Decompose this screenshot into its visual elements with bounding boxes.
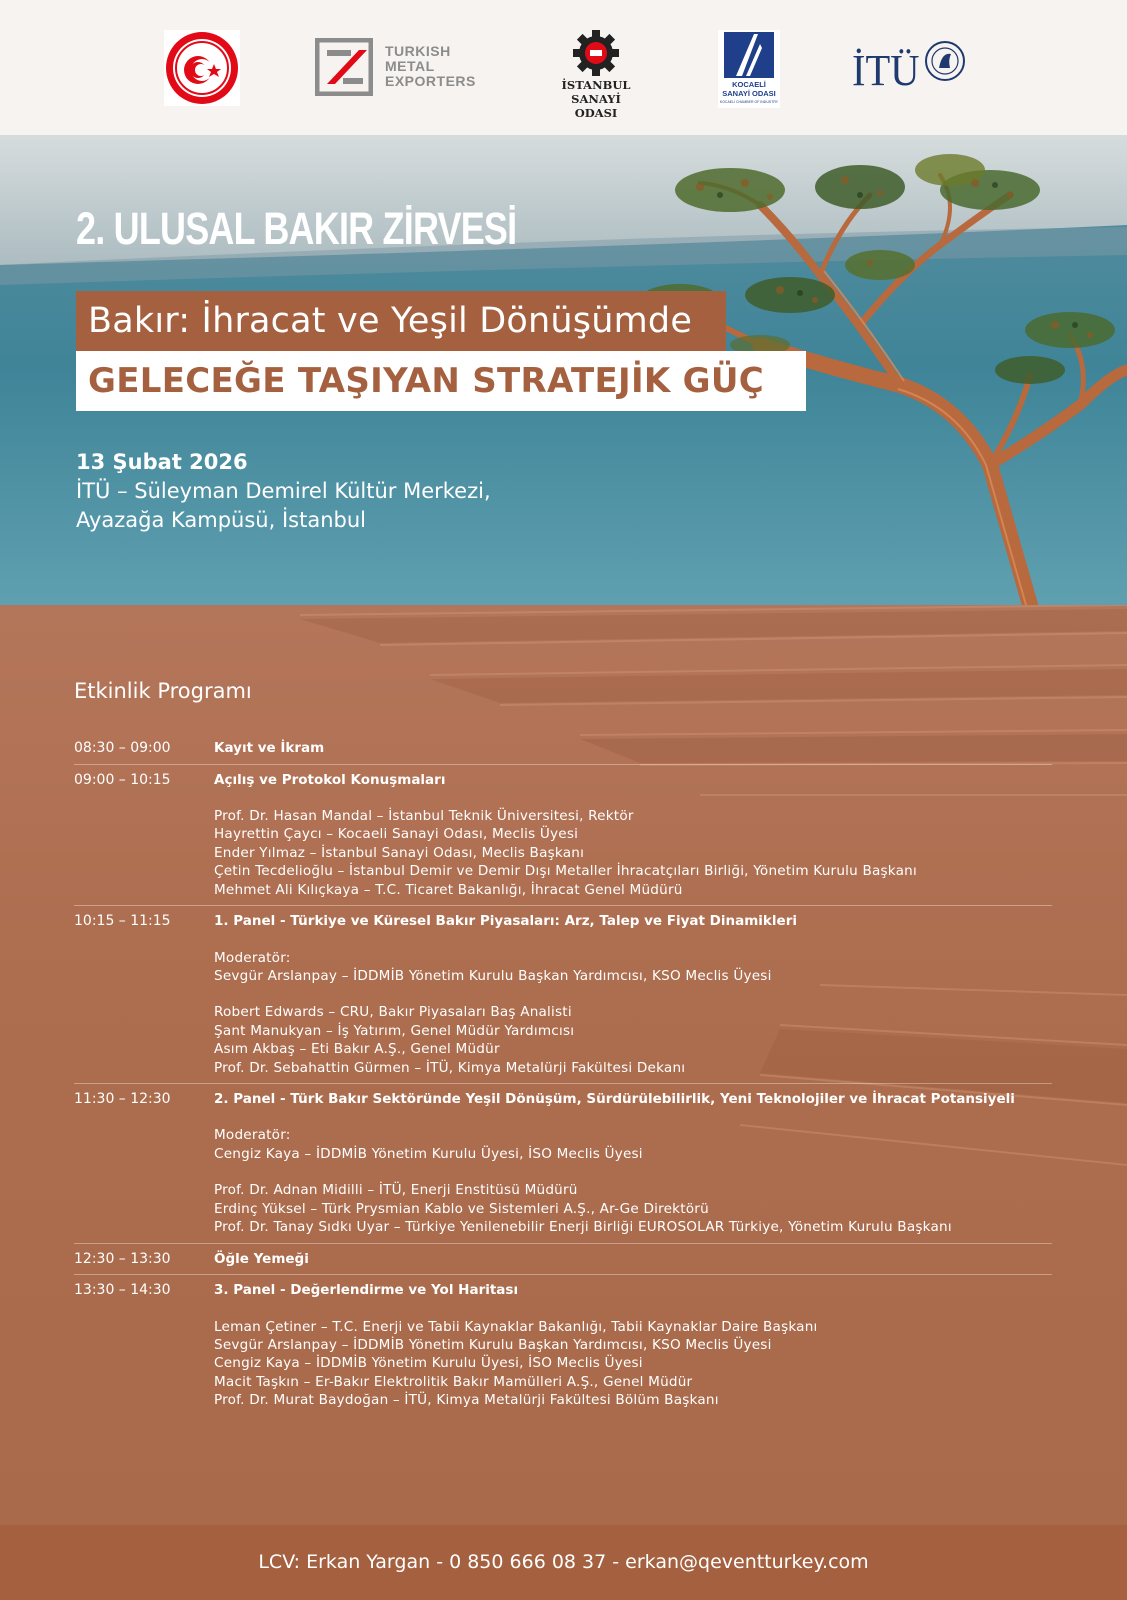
- session-time: 10:15 – 11:15: [74, 913, 171, 930]
- kso-word-1: KOCAELİ: [732, 80, 766, 89]
- program-session: [74, 1275, 1052, 1416]
- itu-logo: [852, 40, 967, 102]
- speaker-line: Prof. Dr. Tanay Sıdkı Uyar – Türkiye Yenilenebilir Enerji Birliği EUROSOLAR Türkiye, Yönetim Kurulu Başkanı: [214, 1219, 952, 1236]
- speaker-line: Cengiz Kaya – İDDMİB Yönetim Kurulu Üyesi, İSO Meclis Üyesi: [214, 1355, 643, 1372]
- venue-line-2: Ayazağa Kampüsü, İstanbul: [76, 508, 366, 532]
- istanbul-sanayi-odasi-logo: [548, 30, 644, 120]
- session-body: [214, 1281, 1052, 1410]
- itu-seal-icon: [924, 40, 966, 82]
- event-venue: [76, 477, 491, 535]
- event-date: 13 Şubat 2026: [76, 450, 248, 474]
- iso-gear-icon: [573, 30, 619, 76]
- kso-word-2: SANAYİ ODASI: [722, 89, 776, 98]
- speaker-line: Cengiz Kaya – İDDMİB Yönetim Kurulu Üyesi, İSO Meclis Üyesi: [214, 1145, 643, 1162]
- program-session: [74, 1244, 1052, 1276]
- event-subtitle-line-1: Bakır: İhracat ve Yeşil Dönüşümde: [76, 291, 726, 351]
- speaker-line: Prof. Dr. Murat Baydoğan – İTÜ, Kimya Metalürji Fakültesi Bölüm Başkanı: [214, 1392, 719, 1409]
- session-body: [214, 1090, 1052, 1237]
- speaker-line: Moderatör:: [214, 949, 291, 966]
- speaker-line: Robert Edwards – CRU, Bakır Piyasaları Baş Analisti: [214, 1004, 572, 1021]
- speaker-line: Sevgür Arslanpay – İDDMİB Yönetim Kurulu Başkan Yardımcısı, KSO Meclis Üyesi: [214, 967, 772, 984]
- speaker-line: Prof. Dr. Adnan Midilli – İTÜ, Enerji Enstitüsü Müdürü: [214, 1182, 578, 1199]
- session-body: [214, 771, 1052, 900]
- kocaeli-sanayi-odasi-logo: [718, 30, 780, 108]
- iso-wordmark: [548, 78, 644, 120]
- session-body: [214, 739, 1052, 758]
- speaker-group: [214, 949, 1052, 986]
- program-schedule: [74, 733, 1052, 1416]
- speaker-group: [214, 807, 1052, 899]
- speaker-line: Erdinç Yüksel – Türk Prysmian Kablo ve Sistemleri A.Ş., Ar-Ge Direktörü: [214, 1200, 709, 1217]
- rsvp-footer: [0, 1525, 1127, 1600]
- session-title: 2. Panel - Türk Bakır Sektöründe Yeşil Dönüşüm, Sürdürülebilirlik, Yeni Teknolojiler ve İhracat Potansiyeli: [214, 1090, 1015, 1107]
- speaker-line: Çetin Tecdelioğlu – İstanbul Demir ve Demir Dışı Metaller İhracatçıları Birliği, Yönetim Kurulu Başkanı: [214, 863, 917, 880]
- event-title: 2. ULUSAL BAKIR ZİRVESİ: [76, 203, 517, 254]
- session-body: [214, 912, 1052, 1077]
- speaker-line: Prof. Dr. Hasan Mandal – İstanbul Teknik Üniversitesi, Rektör: [214, 808, 634, 824]
- session-time: 11:30 – 12:30: [74, 1090, 171, 1107]
- speaker-line: Sevgür Arslanpay – İDDMİB Yönetim Kurulu Başkan Yardımcısı, KSO Meclis Üyesi: [214, 1336, 772, 1353]
- program-heading: Etkinlik Programı: [74, 679, 252, 703]
- session-title: 3. Panel - Değerlendirme ve Yol Haritası: [214, 1282, 519, 1298]
- speaker-group: [214, 1318, 1052, 1410]
- session-title: Kayıt ve İkram: [214, 740, 325, 756]
- session-title: Açılış ve Protokol Konuşmaları: [214, 771, 446, 788]
- ministry-seal-icon: [164, 30, 240, 106]
- venue-line-1: İTÜ – Süleyman Demirel Kültür Merkezi,: [76, 479, 491, 503]
- program-session: [74, 1084, 1052, 1244]
- program-session: [74, 906, 1052, 1084]
- session-body: [214, 1250, 1052, 1269]
- speaker-line: Ender Yılmaz – İstanbul Sanayi Odası, Meclis Başkanı: [214, 844, 585, 861]
- program-session: [74, 733, 1052, 765]
- session-title: 1. Panel - Türkiye ve Küresel Bakır Piyasaları: Arz, Talep ve Fiyat Dinamikleri: [214, 913, 797, 930]
- session-time: 12:30 – 13:30: [74, 1250, 171, 1267]
- tme-word-2: METAL: [385, 58, 435, 74]
- tme-mark-icon: [315, 38, 373, 96]
- session-time: 09:00 – 10:15: [74, 771, 171, 788]
- speaker-line: Moderatör:: [214, 1127, 291, 1144]
- kso-mark-icon: [718, 30, 780, 80]
- hero-banner: [0, 135, 1127, 605]
- speaker-line: Macit Taşkın – Er-Bakır Elektrolitik Bakır Mamülleri A.Ş., Genel Müdür: [214, 1373, 693, 1390]
- tme-wordmark: [385, 44, 485, 89]
- kso-subtitle: KOCAELİ CHAMBER OF INDUSTRY: [719, 100, 779, 104]
- speaker-line: Prof. Dr. Sebahattin Gürmen – İTÜ, Kimya Metalürji Fakültesi Dekanı: [214, 1059, 686, 1076]
- itu-wordmark: İTÜ: [852, 46, 920, 95]
- session-time: 13:30 – 14:30: [74, 1282, 171, 1298]
- event-subtitle-line-2: GELECEĞE TAŞIYAN STRATEJİK GÜÇ: [76, 351, 806, 411]
- rsvp-contact: LCV: Erkan Yargan - 0 850 666 08 37 - erkan@qeventturkey.com: [258, 1551, 869, 1573]
- session-time: 08:30 – 09:00: [74, 740, 171, 756]
- program-section: [0, 605, 1127, 1525]
- speaker-line: Mehmet Ali Kılıçkaya – T.C. Ticaret Bakanlığı, İhracat Genel Müdürü: [214, 881, 683, 898]
- speaker-group: [214, 1181, 1052, 1236]
- speaker-line: Leman Çetiner – T.C. Enerji ve Tabii Kaynaklar Bakanlığı, Tabii Kaynaklar Daire Başkanı: [214, 1318, 818, 1335]
- tme-word-1: TURKISH: [385, 43, 451, 59]
- program-session: [74, 765, 1052, 907]
- speaker-line: Hayrettin Çaycı – Kocaeli Sanayi Odası, Meclis Üyesi: [214, 826, 579, 843]
- speaker-group: [214, 1003, 1052, 1077]
- iso-word-2: SANAYİ ODASI: [571, 92, 621, 120]
- speaker-line: Asım Akbaş – Eti Bakır A.Ş., Genel Müdür: [214, 1041, 500, 1058]
- turkish-metal-exporters-logo: [315, 38, 480, 98]
- session-title: Öğle Yemeği: [214, 1250, 309, 1267]
- kso-wordmark: [718, 80, 780, 98]
- speaker-group: [214, 1126, 1052, 1163]
- ministry-of-trade-logo: [164, 30, 240, 106]
- tme-word-3: EXPORTERS: [385, 73, 476, 89]
- speaker-line: Şant Manukyan – İş Yatırım, Genel Müdür Yardımcısı: [214, 1022, 575, 1039]
- iso-word-1: İSTANBUL: [561, 78, 631, 92]
- logo-bar: [0, 0, 1127, 135]
